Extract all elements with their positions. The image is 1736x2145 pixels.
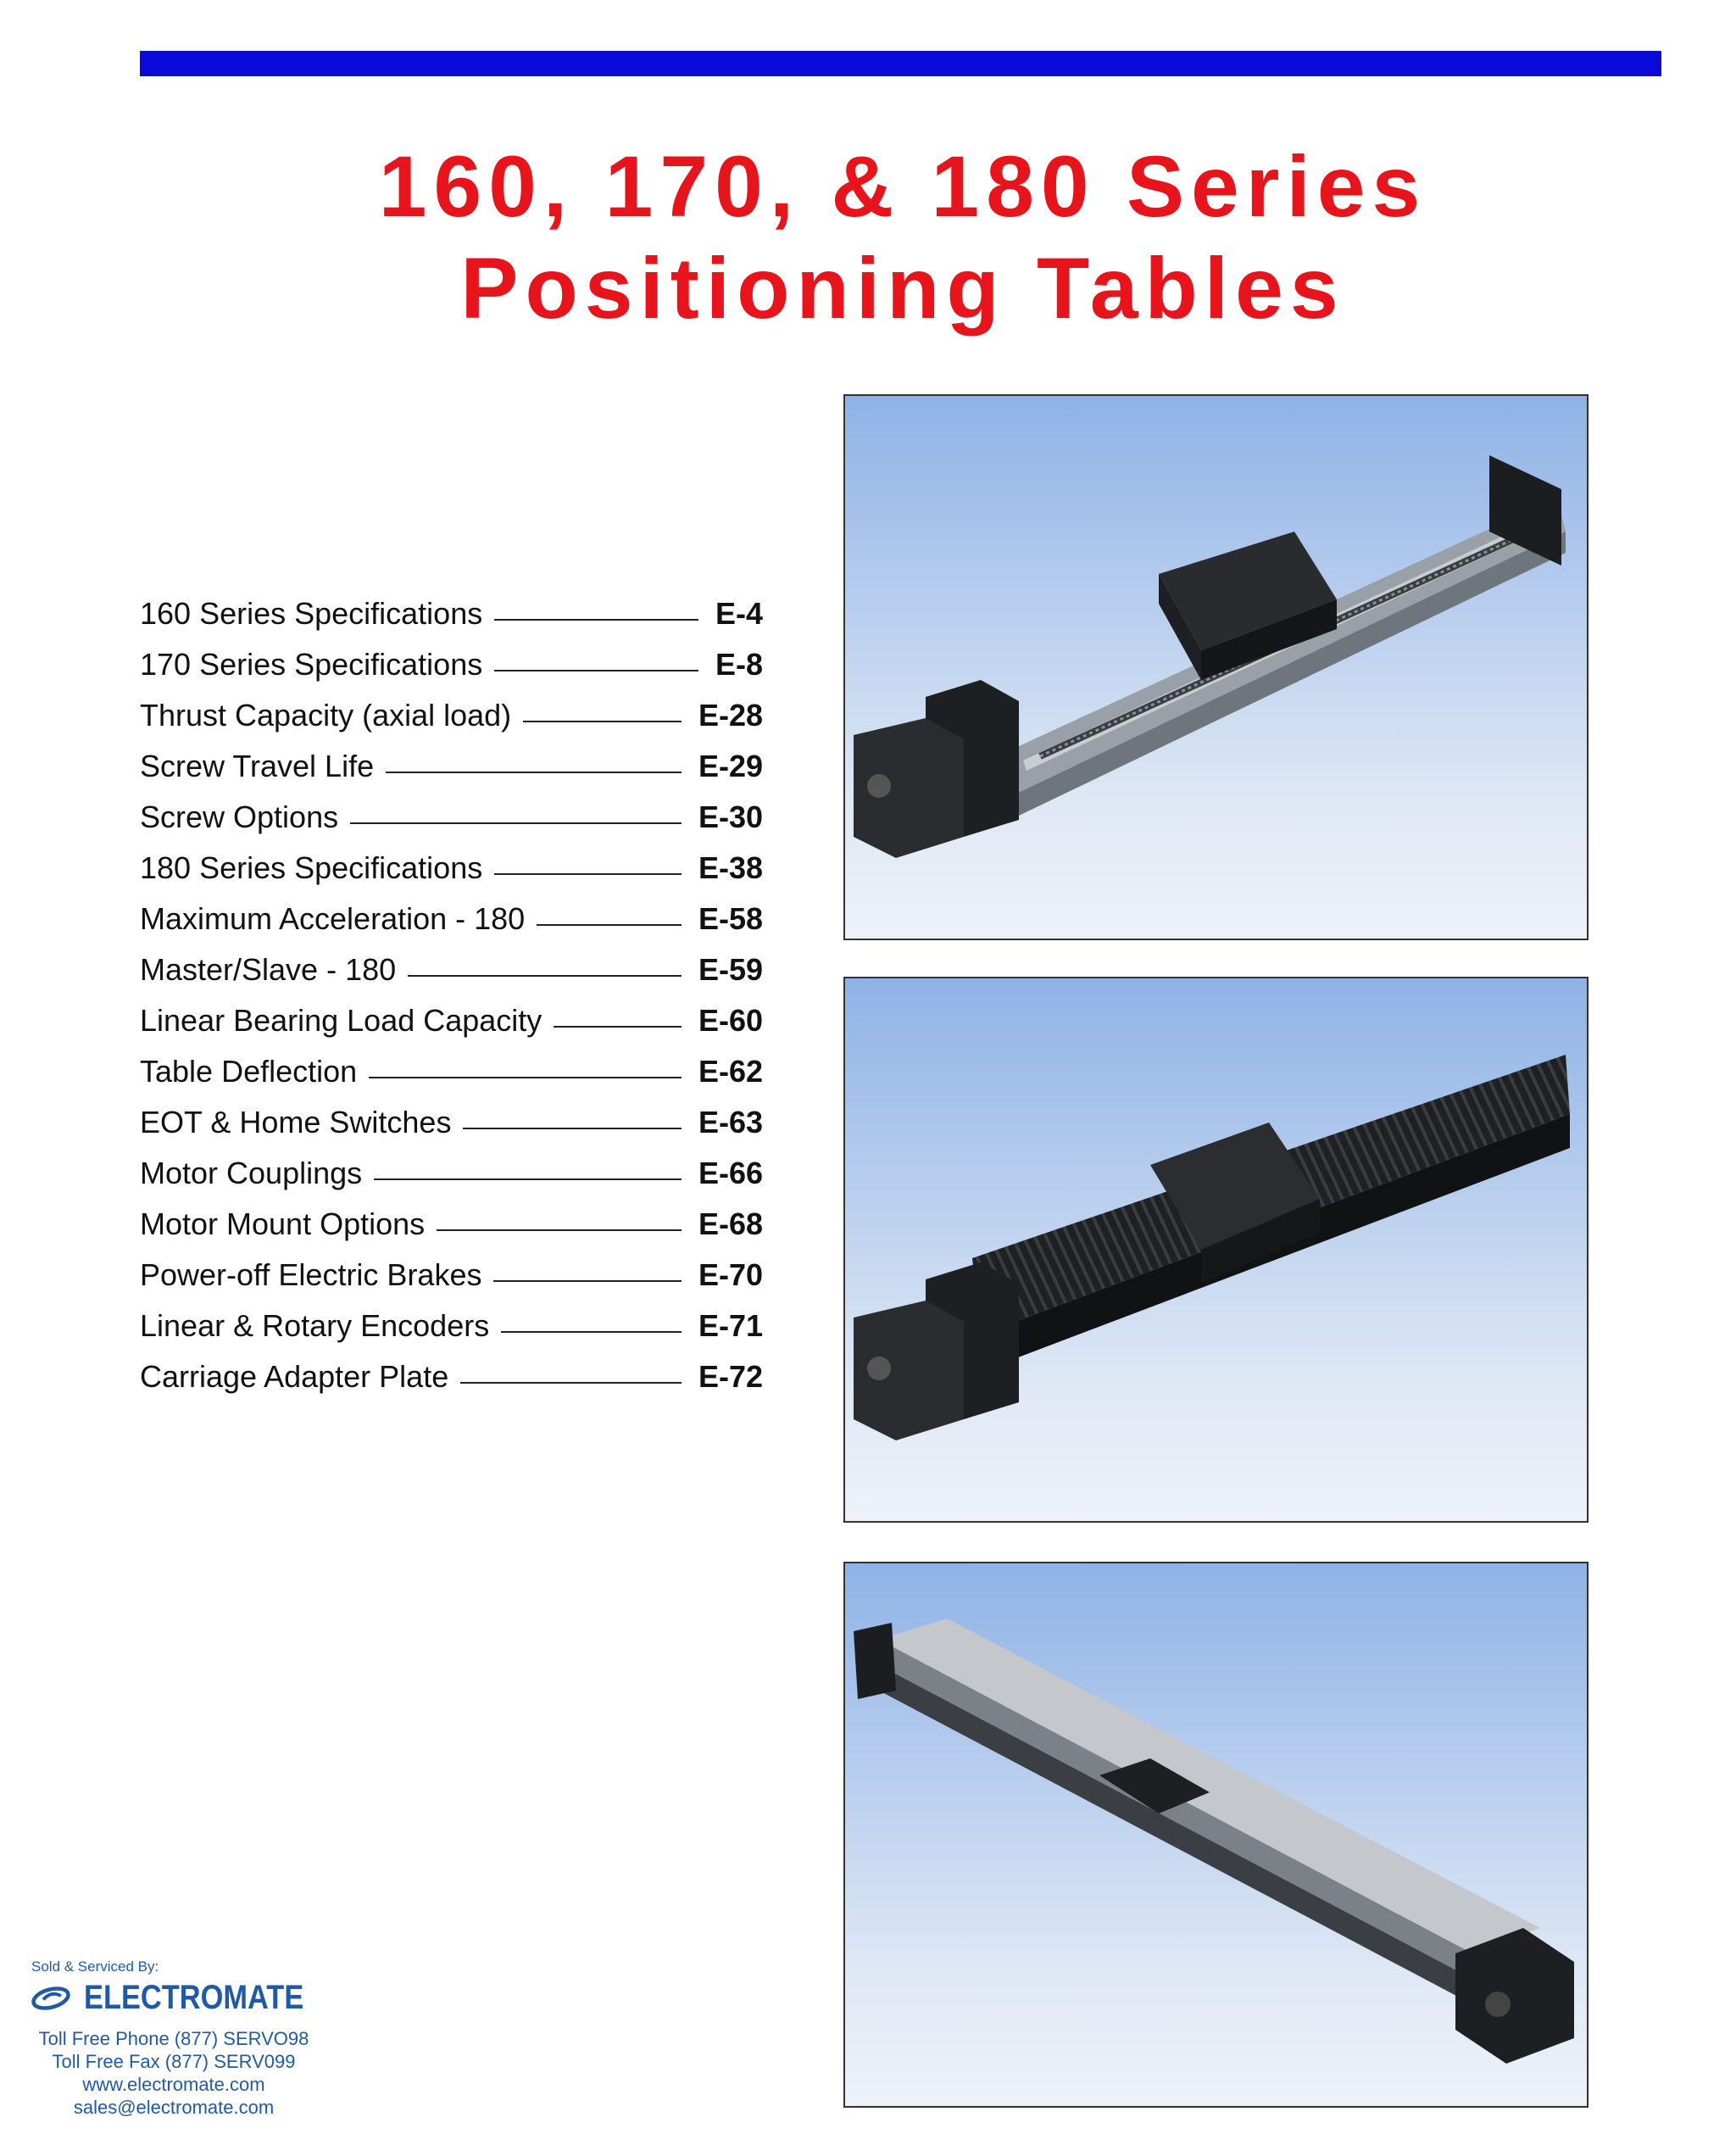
- toc-leader: [501, 1331, 682, 1333]
- toc-page: E-59: [698, 952, 763, 987]
- toc-label: 180 Series Specifications: [140, 850, 483, 885]
- toc-item[interactable]: [140, 749, 763, 800]
- phone-number[interactable]: Toll Free Phone (877) SERVO98: [38, 2028, 309, 2049]
- email-link[interactable]: sales@electromate.com: [73, 2097, 275, 2118]
- covered-table-illustration: [845, 1563, 1587, 2106]
- toc-label: Carriage Adapter Plate: [140, 1359, 449, 1394]
- toc-leader: [463, 1128, 682, 1129]
- leadscrew-table-illustration: [845, 396, 1587, 939]
- toc-item[interactable]: [140, 1257, 763, 1308]
- dealer-info: [17, 1958, 339, 2119]
- title-line-1: 160, 170, & 180 Series: [378, 138, 1427, 235]
- toc-label: 160 Series Specifications: [140, 596, 483, 631]
- toc-leader: [537, 924, 682, 926]
- toc-page: E-62: [698, 1054, 763, 1089]
- toc-label: Screw Travel Life: [140, 749, 375, 783]
- toc-leader: [374, 1178, 682, 1180]
- toc-page: E-28: [698, 698, 763, 733]
- toc-item[interactable]: [140, 1003, 763, 1054]
- toc-leader: [493, 1280, 681, 1282]
- toc-item[interactable]: [140, 647, 763, 698]
- toc-item[interactable]: [140, 596, 763, 647]
- toc-item[interactable]: [140, 1105, 763, 1156]
- toc-leader: [369, 1077, 682, 1078]
- toc-item[interactable]: [140, 698, 763, 749]
- page-title: [0, 136, 1736, 339]
- toc-label: EOT & Home Switches: [140, 1105, 452, 1139]
- product-photo-bellows-table: [843, 977, 1589, 1523]
- toc-item[interactable]: [140, 1359, 763, 1410]
- brand-name: ELECTROMATE: [83, 1979, 303, 2016]
- toc-page: E-58: [698, 901, 763, 936]
- toc-item[interactable]: [140, 1054, 763, 1105]
- toc-leader: [437, 1229, 682, 1231]
- toc-label: 170 Series Specifications: [140, 647, 483, 682]
- sold-by-label: Sold & Serviced By:: [31, 1958, 159, 1975]
- toc-label: Motor Mount Options: [140, 1206, 426, 1241]
- toc-item[interactable]: [140, 850, 763, 901]
- product-photo-covered-table: [843, 1562, 1589, 2108]
- contact-info: [17, 2027, 331, 2119]
- electromate-logo-icon: [31, 1981, 75, 2015]
- toc-page: E-66: [698, 1156, 763, 1190]
- bellows-table-illustration: [845, 978, 1587, 1521]
- toc-item[interactable]: [140, 901, 763, 952]
- toc-leader: [494, 619, 698, 621]
- toc-leader: [494, 670, 698, 671]
- toc-leader: [523, 721, 682, 722]
- toc-leader: [460, 1382, 682, 1384]
- toc-item[interactable]: [140, 800, 763, 850]
- toc-page: E-71: [698, 1308, 763, 1343]
- table-of-contents: [140, 596, 763, 1410]
- toc-page: E-30: [698, 800, 763, 834]
- toc-page: E-72: [698, 1359, 763, 1394]
- toc-page: E-70: [698, 1257, 763, 1292]
- toc-leader: [350, 822, 682, 824]
- toc-label: Power-off Electric Brakes: [140, 1257, 482, 1292]
- toc-page: E-29: [698, 749, 763, 783]
- toc-label: Thrust Capacity (axial load): [140, 698, 512, 733]
- product-photo-leadscrew-table: [843, 394, 1589, 940]
- toc-item[interactable]: [140, 1156, 763, 1206]
- toc-item[interactable]: [140, 952, 763, 1003]
- toc-label: Linear & Rotary Encoders: [140, 1308, 490, 1343]
- toc-label: Motor Couplings: [140, 1156, 363, 1190]
- title-line-2: Positioning Tables: [460, 240, 1345, 337]
- toc-label: Maximum Acceleration - 180: [140, 901, 526, 936]
- toc-page: E-8: [715, 647, 763, 682]
- toc-label: Linear Bearing Load Capacity: [140, 1003, 542, 1038]
- fax-number: Toll Free Fax (877) SERV099: [52, 2051, 296, 2072]
- toc-leader: [386, 772, 682, 773]
- toc-page: E-4: [715, 596, 763, 631]
- toc-label: Screw Options: [140, 800, 339, 834]
- brand-logo[interactable]: [31, 1979, 339, 2017]
- toc-page: E-63: [698, 1105, 763, 1139]
- toc-page: E-38: [698, 850, 763, 885]
- top-color-bar: [140, 51, 1661, 76]
- toc-item[interactable]: [140, 1206, 763, 1257]
- toc-leader: [494, 873, 682, 875]
- toc-page: E-68: [698, 1206, 763, 1241]
- toc-label: Table Deflection: [140, 1054, 358, 1089]
- toc-page: E-60: [698, 1003, 763, 1038]
- toc-label: Master/Slave - 180: [140, 952, 397, 987]
- website-link[interactable]: www.electromate.com: [82, 2074, 265, 2095]
- toc-leader: [554, 1026, 682, 1028]
- toc-leader: [408, 975, 682, 977]
- toc-item[interactable]: [140, 1308, 763, 1359]
